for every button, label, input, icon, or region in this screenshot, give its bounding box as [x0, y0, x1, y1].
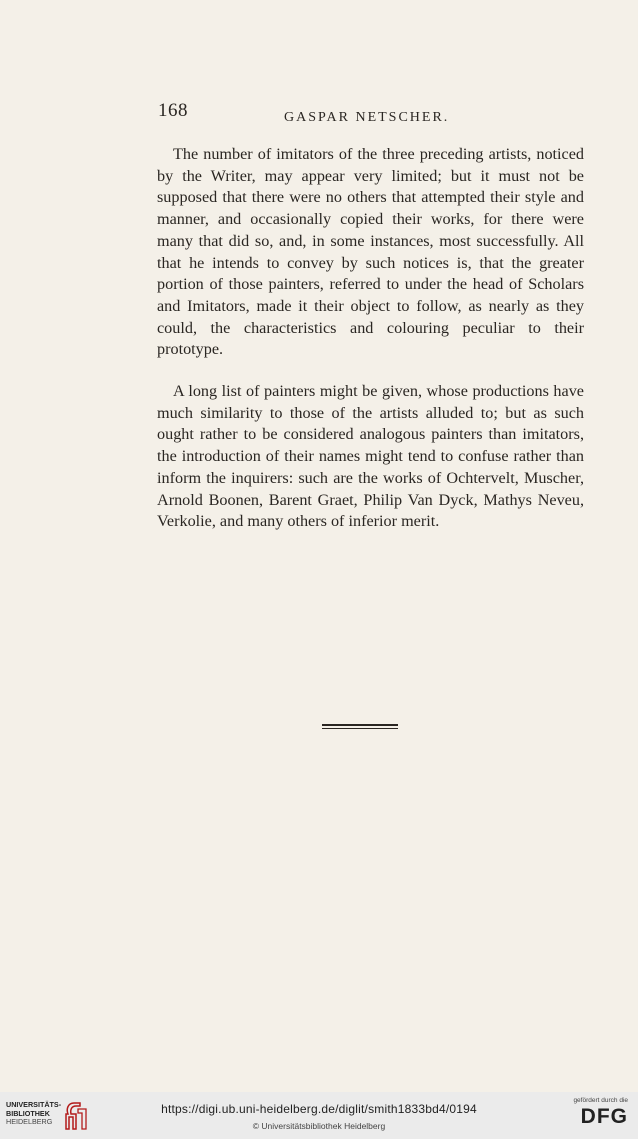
- logo-line-3: HEIDELBERG: [6, 1117, 53, 1126]
- permalink-url[interactable]: https://digi.ub.uni-heidelberg.de/diglit/smith1833bd4/0194: [161, 1102, 477, 1116]
- logo-line-1: UNIVERSITÄTS-: [6, 1100, 62, 1109]
- copyright-notice: © Universitätsbibliothek Heidelberg: [252, 1121, 386, 1131]
- rule-thin-line: [322, 728, 398, 729]
- dfg-logo-text: DFG: [580, 1105, 628, 1128]
- logo-line-2: BIBLIOTHEK: [6, 1108, 50, 1118]
- section-end-rule: [322, 724, 398, 731]
- rule-thick-line: [322, 724, 398, 726]
- dfg-sponsor-logo[interactable]: [562, 1097, 628, 1128]
- running-head: GASPAR NETSCHER.: [284, 110, 450, 125]
- page-header: [158, 100, 608, 130]
- body-text: [157, 144, 584, 533]
- paragraph-1: The number of imitators of the three preceding artists, noticed by the Writer, may appear very limited; but it must not be supposed that there were no others that attempted their style and manner, and occasionally copied their works, for there were many that did so, and, in some instances, most successfully. All that he intends to convey by such notices is, that the greater portion of those painters, referred to under the head of Scholars and Imitators, made it their object to follow, as nearly as they could, the characteristics and colouring peculiar to their prototype.: [157, 145, 584, 359]
- paragraph-2: A long list of painters might be given, whose productions have much similarity to those of the artists alluded to; but as such ought rather to be considered analogous painters than imitators, the introduction of their names might tend to confuse rather than inform the inquirers: such are the works of Ochtervelt, Muscher, Arnold Boonen, Barent Graet, Philip Van Dyck, Mathys Neveu, Verkolie, and many others of inferior merit.: [157, 382, 584, 531]
- sponsor-caption: gefördert durch die: [573, 1097, 628, 1104]
- page-number: 168: [158, 100, 188, 121]
- viewer-footer: [0, 1092, 638, 1139]
